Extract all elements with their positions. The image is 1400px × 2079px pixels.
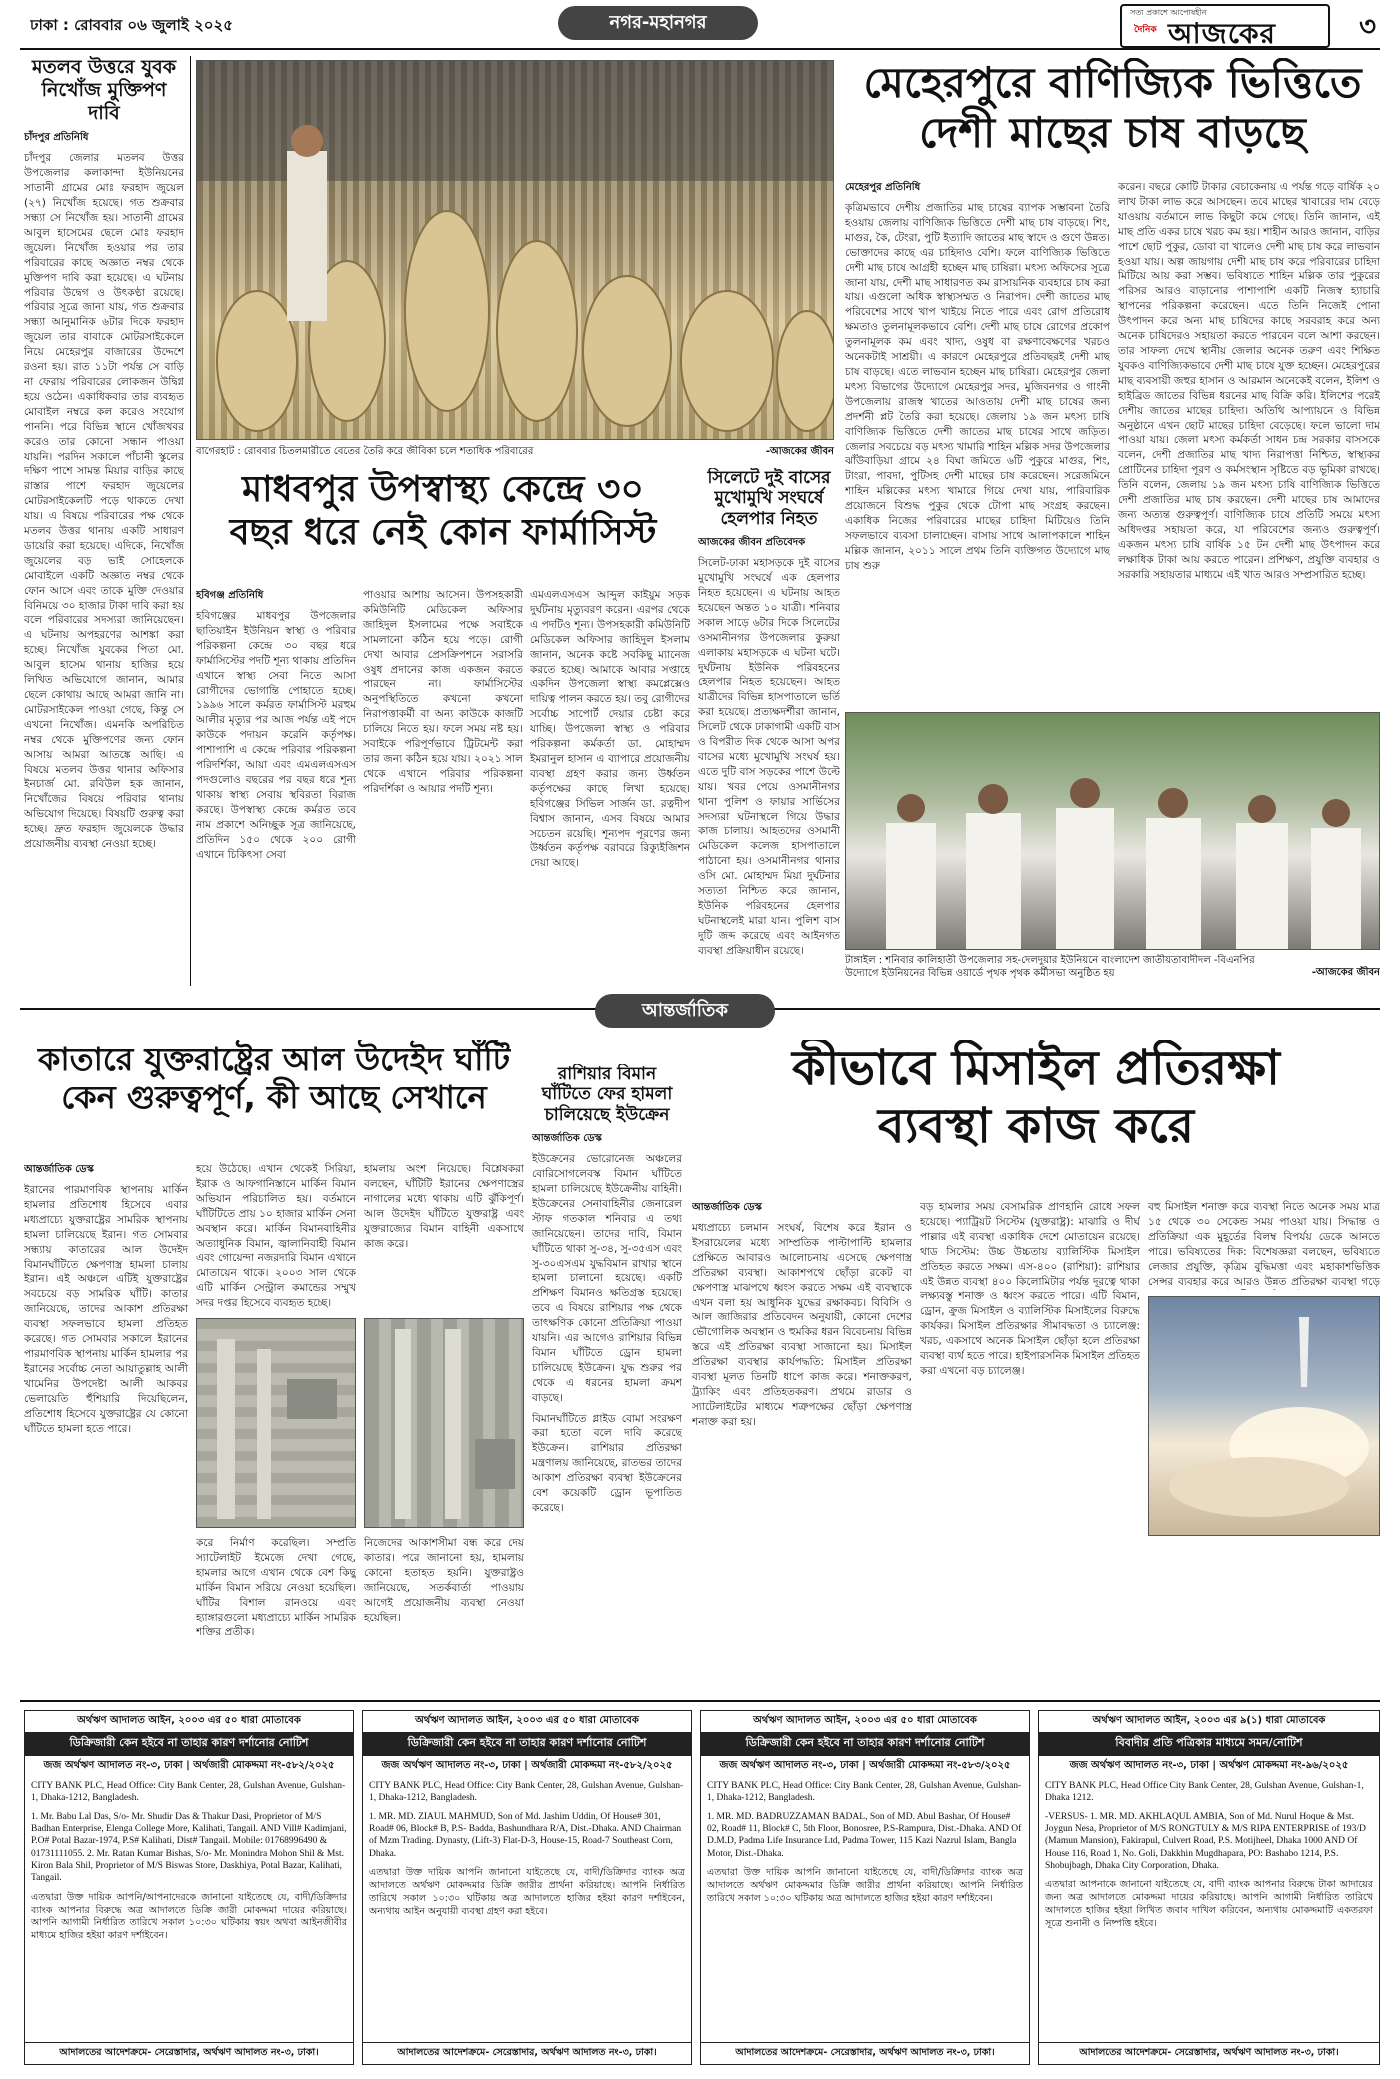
story-meherpur-headline bbox=[845, 58, 1380, 178]
byline: আন্তর্জাতিক ডেস্ক bbox=[24, 1164, 94, 1175]
photo-illustration bbox=[846, 713, 1380, 950]
headline: সিলেটে দুই বাসের মুখোমুখি সংঘর্ষে হেলপার নিহত bbox=[707, 468, 831, 529]
byline: হবিগঞ্জ প্রতিনিধি bbox=[196, 590, 264, 601]
photo-credit: -আজকের জীবন bbox=[1311, 967, 1380, 978]
notice-body: এতদ্বারা আপনাকে জানানো যাইতেছে যে, বাদী ব্যাংক আপনার বিরুদ্ধে টাকা আদায়ের জন্য অত্র আদালতে মোকদ্দমা দায়ের করিয়াছে। আপনি আগামী নির্ধারিত তারিখে আদালতে হাজির হইয়া লিখিত জবাব দাখিল করিবেন, অন্যথায় মোকদ্দমাটি একতরফা সূত্রে শুনানী ও নিষ্পত্তি হইবে। bbox=[1045, 1879, 1373, 1929]
photo-missile-launch bbox=[1148, 1296, 1380, 1536]
masthead bbox=[0, 0, 1400, 50]
story-missile-col-3 bbox=[1148, 1200, 1380, 1290]
article-body: করে নির্মাণ করেছিল। সম্প্রতি স্যাটেলাইট ইমেজে দেখা গেছে, হামলার আগে এখান থেকে বেশ কিছু মার্কিন বিমান সরিয়ে নেওয়া হয়েছিল। ঘাঁটির বিশাল রানওয়ে এবং হ্যাঙ্গারগুলো মধ্যপ্রাচ্যে মার্কিন সামরিক শক্তির প্রতীক। bbox=[196, 1537, 356, 1639]
headline-line-1: মাধবপুর উপস্বাস্থ্য কেন্দ্রে ৩০ bbox=[242, 469, 644, 510]
notice-bank: CITY BANK PLC, Head Office: City Bank Center, 28, Gulshan Avenue, Gulshan-1, Dhaka-1212, Bangladesh. bbox=[31, 1781, 346, 1804]
notice-body: এতদ্বারা উক্ত দায়িক আপনি জানানো যাইতেছে যে, বাদী/ডিক্রিদার ব্যাংক অত্র আদালতে অর্থঋণ মোকদ্দমার ডিক্রি জারীর প্রার্থনা করিয়াছে। আপনি নির্ধারিত তারিখে সকাল ১০:৩০ ঘটিকায় অত্র আদালতে হাজির হইয়া কারণ দর্শাইবেন, অন্যথায় আইন অনুযায়ী ব্যবস্থা গ্রহণ করা হইবে। bbox=[369, 1867, 685, 1917]
story-qatar-col-2 bbox=[196, 1162, 356, 1310]
headline-line-1: কাতারে যুক্তরাষ্ট্রের আল উদেইদ ঘাঁটি bbox=[37, 1040, 511, 1078]
story-madhabpur-col-2 bbox=[363, 588, 523, 986]
notice-parties: 1. Mr. Babu Lal Das, S/o- Mr. Shudir Das & Thakur Dasi, Proprietor of M/S Badhan Enterprise, Elenga College More, Kalihati, Tangail. AND Vill# Kadimjani, P.O# Potal Bazar-1974, P.S# Kalihati, Dist# Tangail. Mobile: 01768996490 & 01731111055. 2. Mr. Ratan Kumar Bishas, S/o- Mr. Monindra Mohon Shil & Mst. Kiron Bala Shil, Proprietor of M/S Biswas Store, Daskhiya, Potal Bazar, Kalihati, Tangail. bbox=[31, 1811, 347, 1884]
story-madhabpur-headline bbox=[196, 468, 690, 580]
story-sylhet bbox=[698, 468, 840, 986]
legal-notice-4 bbox=[1038, 1710, 1380, 2065]
notice-body: এতদ্বারা উক্ত দায়িক আপনি জানানো যাইতেছে যে, বাদী/ডিক্রিদার ব্যাংক অত্র আদালতে অর্থঋণ মোকদ্দমার ডিক্রি জারীর প্রার্থনা করিয়াছে। আপনি নির্ধারিত তারিখে সকাল ১০:৩০ ঘটিকায় অত্র আদালতে হাজির হইয়া কারণ দর্শাইবেন। bbox=[707, 1867, 1023, 1904]
notice-title: ডিক্রিজারী কেন হইবে না তাহার কারণ দর্শানোর নোটিশ bbox=[25, 1732, 353, 1756]
article-body: এমএলএসএস আব্দুল কাইয়ুম সড়ক দুর্ঘটনায় মৃত্যুবরণ করেন। এরপর থেকে এ পদটিও শূন্য। উপসহকারী কমিউনিটি মেডিকেল অফিসার জাহিদুল ইসলাম জানান, অনেক কষ্টে সবকিছু ম্যানেজ করতে হচ্ছে। আমাকে আবার সপ্তাহে একদিন উপজেলা স্বাস্থ্য কমপ্লেক্সেও দায়িত্ব পালন করতে হয়। তবু রোগীদের সর্বোচ্চ সাপোর্ট দেয়ার চেষ্টা করে যাচ্ছি। উপজেলা স্বাস্থ্য ও পরিবার পরিকল্পনা কর্মকর্তা ডা. মোহাম্মদ ইমরানুল হাসান এ ব্যাপারে প্রয়োজনীয় ব্যবস্থা গ্রহণ করার জন্য উর্ধ্বতন কর্তৃপক্ষের কাছে লিখা হয়েছে। হবিগঞ্জের সিভিল সার্জন ডা. রত্নদীপ বিশ্বাস জানান, এসব বিষয়ে আমার সচেতন রয়েছি। শূন্যপদ পূরণের জন্য উর্ধ্বতন কর্তৃপক্ষ বরাবরে রিক্যুইজিশন দেয়া আছে। bbox=[530, 589, 690, 870]
section-label: নগর-মহানগর bbox=[558, 6, 758, 40]
notice-footer: আদালতের আদেশক্রমে- সেরেস্তাদার, অর্থঋণ আদালত নং-৩, ঢাকা। bbox=[25, 2042, 353, 2064]
photo-credit: -আজকের জীবন bbox=[765, 446, 834, 457]
notice-law: অর্থঋণ আদালত আইন, ২০০৩ এর ৫০ ধারা মোতাবেক bbox=[753, 1715, 977, 1726]
headline-line-2: ব্যবস্থা কাজ করে bbox=[877, 1097, 1195, 1154]
byline: আন্তর্জাতিক ডেস্ক bbox=[692, 1202, 762, 1213]
notice-footer: আদালতের আদেশক্রমে- সেরেস্তাদার, অর্থঋণ আদালত নং-৩, ঢাকা। bbox=[1039, 2042, 1379, 2064]
notice-footer: আদালতের আদেশক্রমে- সেরেস্তাদার, অর্থঋণ আদালত নং-৩, ঢাকা। bbox=[701, 2042, 1029, 2064]
headline: রাশিয়ার বিমান ঘাঁটিতে ফের হামলা চালিয়েছে ইউক্রেন bbox=[541, 1064, 673, 1125]
photo-illustration bbox=[197, 61, 834, 440]
story-qatar-col-3 bbox=[364, 1162, 524, 1310]
article-body: করেন। বছরে কোটি টাকার বেচাকেনায় এ পর্যন্ত গড়ে বার্ষিক ২০ লাখ টাকা লাভ করে আসছেন। তবে মাছের খাবারের দাম বেড়ে যাওয়ায় বর্তমানে লাভ কিছুটা কমে গেছে। তিনি জানান, এই মাছ প্রতি একর চাষে খরচ কম হয়। শাহীন আরও জানান, বাড়ির পাশে ছোট পুকুর, ডোবা বা খালেও দেশী মাছ চাষ করে লাভবান হওয়া যায়। অল্প জায়গায় দেশী মাছ চাষ করে পরিবারের চাহিদা মিটিয়ে আয় করা সম্ভব। ভবিষ্যতে শাহিন মল্লিক তার পুকুরের পরিসর আরও বাড়ানোর পাশাপাশি একটি নিজস্ব হ্যাচারি স্থাপনের পরিকল্পনা করেছেন। এতে তিনি নিজেই পোনা উৎপাদন করে অন্য মাছ চাষিদের কাছে সরবরাহ করে অন্য অনেক চাষিদেরও সহায়তা করতে পারবেন বলে আশা করছেন। তার সাফল্য দেখে স্থানীয় জেলার অনেক তরুণ এবং শিক্ষিত যুবকও বাণিজ্যিকভাবে দেশী মাছ চাষে যুক্ত হচ্ছেন। মেহেরপুরের মাছ ব্যবসায়ী জহুর হাসান ও আরমান অনেকেই বলেন, ইলিশ ও হাইব্রিড জাতের বিভিন্ন ধরনের মাছ বিক্রি করি। ইলিশের পরেই দেশীয় জাতের মাছের চাহিদা। অতিথি আপ্যায়নে ও বিভিন্ন অনুষ্ঠানে এখন ছোট মাছের চাহিদা বেড়েছে। ফলে ভালো দাম পাওয়া যায়। জেলা মৎস্য কর্মকর্তা সাধন চন্দ্র সরকার বাসসকে বলেন, দেশী প্রজাতির মাছ খাদ্য নিরাপত্তা নিশ্চিত, স্বাস্থ্যকর প্রোটিনের চাহিদা পূরণ ও কর্মসংস্থান সৃষ্টিতে বড় ভূমিকা রাখছে। তিনি বলেন, জেলায় ১৯ জন মৎস্য চাষি বাণিজ্যিক ভিত্তিতে দেশী প্রজাতির মাছ চাষ করছেন। দেশী মাছের চাষ আমাদের জন্য অত্যন্ত গুরুত্বপূর্ণ। বাণিজ্যিক চাষে প্রতিটি সময়ে মৎস্য অধিদপ্তর সহায়তা করে, যা পরিবেশের জন্যও গুরুত্বপূর্ণ। একজন মৎস্য চাষি বার্ষিক ১৫ টন দেশী মাছ উৎপাদন করে লক্ষাধিক টাকা আয় করতে পারেন। প্রশিক্ষণ, প্রযুক্তি ব্যবহার ও সরকারি সহায়তার মাধ্যমে এই খাত আরও সম্প্রসারিত হচ্ছে। bbox=[1118, 181, 1380, 581]
notice-law: অর্থঋণ আদালত আইন, ২০০৩ এর ৫০ ধারা মোতাবেক bbox=[77, 1715, 301, 1726]
byline: মেহেরপুর প্রতিনিধি bbox=[845, 182, 921, 193]
article-body: ইরানের পারমাণবিক স্থাপনায় মার্কিন হামলার প্রতিশোধ হিসেবে এবার মধ্যপ্রাচ্যে যুক্তরাষ্ট্রের সামরিক স্থাপনায় হামলা চালিয়েছে ইরান। গত সোমবার সন্ধ্যায় কাতারের আল উদেইদ বিমানঘাঁটিতে ক্ষেপণাস্ত্র হামলা চালায় ইরান। এই অঞ্চলে এটিই যুক্তরাষ্ট্রের সবচেয়ে বড় সামরিক ঘাঁটি। কাতার জানিয়েছে, তাদের আকাশ প্রতিরক্ষা ব্যবস্থা সফলভাবে হামলা প্রতিহত করেছে। গত সোমবার সকালে ইরানের পারমাণবিক স্থাপনায় মার্কিন হামলার পর ইরানের সর্বোচ্চ নেতা আয়াতুল্লাহ আলী খামেনির উপদেষ্টা আলী আকবর ভেলায়েতি হুঁশিয়ারি দিয়েছিলেন, প্রতিশোধ হিসেবে যুক্তরাষ্ট্রের যে কোনো ঘাঁটিতে হামলা হতে পারে। bbox=[24, 1184, 188, 1435]
article-body: পাওয়ার আশায় আসেন। উপসহকারী কমিউনিটি মেডিকেল অফিসার জাহিদুল ইসলামের পক্ষে সবাইকে সামলানো কঠিন হয়ে পড়ে। রোগী দেখা আবার প্রেসক্রিপশনে সরাসরি ওষুধ প্রদানের কাজ একজন করতে পারছেন না। ফার্মাসিস্টের অনুপস্থিতিতে কখনো কখনো নিরাপত্তাকর্মী বা অন্য কাউকে কাজটি চালিয়ে নিতে হয়। ফলে সময় নষ্ট হয়। সবাইকে পরিপূর্ণভাবে ট্রিটমেন্ট করা তার জন্য কঠিন হয়ে যায়। ২০২১ সাল থেকে এখানে পরিবার পরিকল্পনা পরিদর্শিকা ও আয়ার পদটি শূন্য। bbox=[363, 589, 523, 795]
notice-footer: আদালতের আদেশক্রমে- সেরেস্তাদার, অর্থঋণ আদালত নং-৩, ঢাকা। bbox=[363, 2042, 691, 2064]
article-body: হামলায় অংশ নিয়েছে। বিশ্লেষকরা বলছেন, ঘাঁটিটি ইরানের ক্ষেপণাস্ত্রের নাগালের মধ্যে থাকায় এটি ঝুঁকিপূর্ণ। আল উদেইদ ঘাঁটিতে যুক্তরাষ্ট্র এবং যুক্তরাজ্যের বিমান বাহিনী একসাথে কাজ করে। bbox=[364, 1163, 524, 1250]
header-rule bbox=[20, 48, 1380, 50]
notice-parties: 1. MR. MD. ZIAUL MAHMUD, Son of Md. Jashim Uddin, Of House# 301, Road# 06, Block# B, P.S- Badda, Bashundhara R/A, Dist.-Dhaka. AND Chairman of Mzm Trading. Dynasty, (Lift-3) Flat-D-3, House-15, Road-7 Southeast Corn, Dhaka. bbox=[369, 1811, 682, 1859]
article-body: কৃত্রিমভাবে দেশীয় প্রজাতির মাছ চাষের ব্যাপক সম্ভাবনা তৈরি হওয়ায় জেলায় বাণিজ্যিক ভিত্তিতে দেশী মাছ চাষ বাড়ছে। শিং, মাগুর, কৈ, টেংরা, পুটি ইত্যাদি জাতের মাছ স্বাদে ও গুণে উন্নত। ভোক্তাদের কাছে এর চাহিদাও বেশি। ফলে বাণিজ্যিক ভিত্তিতে দেশী মাছ চাষে আগ্রহী হচ্ছেন মাছ চাষিরা। মৎস্য অফিসের সূত্রে জানা যায়, দেশী মাছ সাধারণত কম রাসায়নিক ব্যবহারে চাষ করা যায়। এগুলো অধিক স্বাস্থ্যসম্মত ও নিরাপদ। দেশী জাতের মাছ পরিবেশের সাথে খাপ খাইয়ে নিতে পারে এবং রোগ প্রতিরোধ ক্ষমতাও তুলনামূলকভাবে বেশি। দেশী মাছ চাষে রোগের প্রকোপ তুলনামূলক কম এবং খাদ্য, ওষুধ বা রক্ষণাবেক্ষণের খরচও অনেকটাই সাশ্রয়ী। এ কারণে মেহেরপুরে প্রতিবছরই দেশী মাছ চাষ বাড়ছে। এতে লাভবান হচ্ছেন মাছ চাষিরা। মেহেরপুর জেলা মৎস্য বিভাগের উদ্যোগে মেহেরপুর সদর, মুজিবনগর ও গাংনী উপজেলায় রাজস্ব খাতের আওতায় দেশী মাছ চাষের জন্য প্রদর্শনী প্লট তৈরি করা হয়েছে। জেলায় ১৯ জন মৎস্য চাষি বাণিজ্যিক ভিত্তিতে দেশী জাতের মাছ চাষের সাথে জড়িত। জেলার সবচেয়ে বড় মৎস্য খামারি শাহিন মল্লিক সদর উপজেলার ঝাঁউবাড়িয়া গ্রামে ২৪ বিঘা জমিতে ৬টি পুকুরে মাগুর, শিং, টাংরা, পাবদা, পুটিসহ দেশী মাছের চাষ করেছেন। সরেজমিনে শাহিন মল্লিকের মৎস্য খামারে গিয়ে দেখা যায়, পারিবারিক প্রয়োজনে বিশুদ্ধ পুকুর থেকে টোপা মাছ সংগ্রহ করছেন। একাধিক নিজের পরিবারের মাছের চাহিদা মিটিয়েও তিনি সফলভাবে ব্যবসা চালাচ্ছেন। বাসায় সাথে আলাপকালে শাহিন মল্লিক জানান, ২০১১ সালে প্রথম তিনি ব্যক্তিগত উদ্যোগে মাছ চাষ শুরু bbox=[845, 202, 1110, 572]
headline-line-2: কেন গুরুত্বপূর্ণ, কী আছে সেখানে bbox=[61, 1078, 487, 1117]
article-body: মধ্যপ্রাচ্যে চলমান সংঘর্ষ, বিশেষ করে ইরান ও ইসরায়েলের মধ্যে সাম্প্রতিক পাল্টাপাল্টি হামলার প্রেক্ষিতে আবারও আলোচনায় এসেছে ক্ষেপণাস্ত্র প্রতিরক্ষা ব্যবস্থা। আকাশপথে ছোঁড়া রকেট বা ক্ষেপণাস্ত্র মাঝপথে ধ্বংস করতে সক্ষম এই ব্যবস্থাকে এখন বলা হয় আধুনিক যুদ্ধের রক্ষাকবচ। বিবিসি ও আল জাজিরার প্রতিবেদন অনুযায়ী, কোনো দেশের ভৌগোলিক অবস্থান ও হুমকির ধরন বিবেচনায় বিভিন্ন স্তরে এই প্রতিরক্ষা ব্যবস্থা সাজানো হয়। মিসাইল প্রতিরক্ষা ব্যবস্থার কার্যপদ্ধতি: মিসাইল প্রতিরক্ষা ব্যবস্থা মূলত তিনটি ধাপে কাজ করে। শনাক্তকরণ, ট্র্যাকিং এবং প্রতিহতকরণ। প্রথমে রাডার ও স্যাটেলাইটের মাধ্যমে শত্রুপক্ষের ছোঁড়া ক্ষেপণাস্ত্র শনাক্ত করা হয়। bbox=[692, 1222, 912, 1428]
article-body: হবিগঞ্জের মাধবপুর উপজেলার ছাতিয়াইন ইউনিয়ন স্বাস্থ্য ও পরিবার পরিকল্পনা কেন্দ্রে ৩০ বছর ধরে ফার্মাসিস্টের পদটি শূন্য থাকায় প্রতিদিন এখানে স্বাস্থ্য সেবা নিতে আসা রোগীদের ভোগান্তি পোহাতে হচ্ছে। ১৯৯৬ সালে কর্মরত ফার্মাসিস্ট মরহুম আলীর মৃত্যুর পর আজ পর্যন্ত এই পদে কাউকে পদায়ন করেনি কর্তৃপক্ষ। পাশাপাশি এ কেন্দ্রে পরিবার পরিকল্পনা পরিদর্শিকা, আয়া এবং এমএলএসএস পদগুলোও বছরের পর বছর ধরে শূন্য থাকায় স্বাস্থ্য সেবায় স্থবিরতা বিরাজ করছে। উপস্বাস্থ্য কেন্দ্রে কর্মরত তবে নাম প্রকাশে অনিচ্ছুক সূত্র জানিয়েছে, প্রতিদিন ১৫০ থেকে ২০০ রোগী এখানে চিকিৎসা সেবা bbox=[196, 610, 356, 861]
article-body: নিজেদের আকাশসীমা বন্ধ করে দেয় কাতার। পরে জানানো হয়, হামলায় কোনো হতাহত হয়নি। যুক্তরাষ্ট্রও জানিয়েছে, সতর্কবার্তা পাওয়ায় আগেই প্রয়োজনীয় ব্যবস্থা নেওয়া হয়েছিল। bbox=[364, 1537, 524, 1624]
notice-title: ডিক্রিজারী কেন হইবে না তাহার কারণ দর্শানোর নোটিশ bbox=[363, 1732, 691, 1756]
headline-line-2: বছর ধরে নেই কোন ফার্মাসিস্ট bbox=[229, 512, 657, 554]
notice-parties: 1. MR. MD. BADRUZZAMAN BADAL, Son of MD. Abul Bashar, Of House# 02, Road# 11, Block# C, 5th Floor, Bonosree, P.S-Rampura, Dist.-Dhaka. AND Of D.M.D, Padma Life Insurance Ltd, Padma Tower, 115 Kazi Nazrul Islam, Bangla Motor, Dist.-Dhaka. bbox=[707, 1811, 1022, 1859]
story-missile-headline bbox=[692, 1040, 1380, 1190]
photo-caption: টাঙ্গাইল : শনিবার কালিহাতী উপজেলার সহ-দেলদুয়ার ইউনিয়নে বাংলাদেশ জাতীয়তাবাদীদল -বিএনপির উদ্যোগে ইউনিয়নের বিভিন্ন ওয়ার্ডে পৃথক পৃথক কর্মীসভা অনুষ্ঠিত হয় bbox=[845, 955, 1255, 979]
story-matlab bbox=[24, 56, 184, 986]
page-number: ৩ bbox=[1359, 12, 1376, 42]
notice-parties: -VERSUS- 1. MR. MD. AKHLAQUL AMBIA, Son of Md. Nurul Hoque & Mst. Joygun Nesa, Proprietor of M/S RONGTULY & M/S RIPA ENTERPRISE of 193/D (Mamun Mansion), Fakirapul, Culvert Road, P.S. Motijheel, Dhaka 1000 AND Of House 116, Road 1, No. Goli, Dakkhin Mugdhapara, PO: Bashabo 1214, P.S. Shobujbagh, Dhaka City Corporation, Dhaka. bbox=[1045, 1811, 1366, 1872]
headline-line-1: মেহেরপুরে বাণিজ্যিক ভিত্তিতে bbox=[863, 58, 1362, 107]
photo-basket-weavers bbox=[196, 60, 834, 440]
story-madhabpur-col-3 bbox=[530, 588, 690, 986]
notice-court: জজ অর্থঋণ আদালত নং-৩, ঢাকা | অর্থঋণ মোকদ্দমা নং-৯৬/২০২৫ bbox=[1069, 1760, 1349, 1771]
story-missile-col-1 bbox=[692, 1200, 912, 1690]
byline: আজকের জীবন প্রতিবেদক bbox=[698, 537, 806, 549]
article-body: হয়ে উঠেছে। এখান থেকেই সিরিয়া, ইরাক ও আফগানিস্তানে মার্কিন বিমান অভিযান পরিচালিত হয়। বর্তমানে ঘাঁটিটিতে প্রায় ১০ হাজার মার্কিন সেনা অবস্থান করে। মার্কিন বিমানবাহিনীর অত্যাধুনিক বিমান, জ্বালানিবাহী বিমান এবং গোয়েন্দা নজরদারি বিমান এখানে মোতায়েন থাকে। ২০০৩ সাল থেকে এটি মার্কিন সেন্ট্রাল কমান্ডের সম্মুখ সদর দপ্তর হিসেবে ব্যবহৃত হচ্ছে। bbox=[196, 1163, 356, 1310]
legal-notice-1 bbox=[24, 1710, 354, 2065]
section-label-international: আন্তর্জাতিক bbox=[595, 994, 775, 1028]
headline-line-2: দেশী মাছের চাষ বাড়ছে bbox=[919, 108, 1306, 158]
article-body: ইউক্রেনের ভোরোনেজ অঞ্চলের বোরিসোগলেবস্ক বিমান ঘাঁটিতে হামলা চালিয়েছে ইউক্রেনীয় বাহিনী। ইউক্রেনের সেনাবাহিনীর জেনারেল স্টাফ গতকাল শনিবার এ তথ্য জানিয়েছেন। তাদের দাবি, বিমান ঘাঁটিতে থাকা সু-৩৪, সু-৩৫এস এবং সু-৩০এসএম যুদ্ধবিমান রাখার স্থানে হামলা চালানো হয়েছে। একটি প্রশিক্ষণ বিমানও ক্ষতিগ্রস্ত হয়েছে। তবে এ বিষয়ে রাশিয়ার পক্ষ থেকে তাৎক্ষণিক কোনো প্রতিক্রিয়া পাওয়া যায়নি। এর আগেও রাশিয়ার বিভিন্ন বিমান ঘাঁটিতে ড্রোন হামলা চালিয়েছে ইউক্রেন। যুদ্ধ শুরুর পর থেকে এ ধরনের হামলা ক্রমশ বাড়ছে। bbox=[532, 1153, 682, 1404]
issue-date: ঢাকা : রোববার ০৬ জুলাই ২০২৫ bbox=[30, 16, 234, 34]
notice-law: অর্থঋণ আদালত আইন, ২০০৩ এর ৯(১) ধারা মোতাবেক bbox=[1092, 1715, 1326, 1726]
article-body: সিলেট-ঢাকা মহাসড়কে দুই বাসের মুখোমুখি সংঘর্ষে এক হেলপার নিহত হয়েছেন। এ ঘটনায় আহত হয়েছেন অন্তত ১০ যাত্রী। শনিবার সকাল সাড়ে ৬টার দিকে সিলেটের ওসমানীনগর উপজেলার কুরুয়া এলাকায় মহাসড়কে এ ঘটনা ঘটে। দুর্ঘটনায় ইউনিক পরিবহনের হেলপার নিহত হয়েছেন। আহত যাত্রীদের বিভিন্ন হাসপাতালে ভর্তি করা হয়েছে। প্রত্যক্ষদর্শীরা জানান, সিলেট থেকে ঢাকাগামী একটি বাস ও বিপরীত দিক থেকে আসা অপর বাসের মধ্যে মুখোমুখি সংঘর্ষ হয়। এতে দুটি বাস সড়কের পাশে উল্টে যায়। খবর পেয়ে ওসমানীনগর থানা পুলিশ ও ফায়ার সার্ভিসের সদস্যরা ঘটনাস্থলে গিয়ে উদ্ধার কাজ চালায়। আহতদের ওসমানী মেডিকেল কলেজ হাসপাতালে পাঠানো হয়। ওসমানীনগর থানার ওসি মো. মোহাম্মদ মিয়া দুর্ঘটনার সত্যতা নিশ্চিত করে জানান, ইউনিক পরিবহনের হেলপার ঘটনাস্থলেই মারা যান। পুলিশ বাস দুটি জব্দ করেছে এবং আইনগত ব্যবস্থা প্রক্রিয়াধীন রয়েছে। bbox=[698, 557, 840, 957]
story-qatar-headline bbox=[24, 1040, 524, 1150]
story-qatar-col-1 bbox=[24, 1162, 188, 1690]
story-russia bbox=[532, 1064, 682, 1690]
article-body: চাঁদপুর জেলার মতলব উত্তর উপজেলার কলাকান্দা ইউনিয়নের সাতানী গ্রামের মোঃ ফরহাদ জুয়েল (২৭) নিখোঁজ হয়েছে। গত শুক্রবার সন্ধ্যা সে নিখোঁজ হয়। সাতানী গ্রামের আবুল হাসেমের ছেলে মোঃ ফরহাদ জুয়েল। নিখোঁজ হওয়ার পর তার পরিবারের কাছে অজ্ঞাত নম্বর থেকে মুক্তিপণ দাবি করা হয়েছে। এ ঘটনায় পরিবার উদ্বেগ ও উৎকণ্ঠা রয়েছে। পরিবার সূত্রে জানা যায়, গত শুক্রবার সন্ধ্যা আনুমানিক ৬টার দিকে ফরহাদ জুয়েল তার বাবাকে মোটরসাইকেলে নিয়ে মেহেরপুর বাজারের উদ্দেশে রওনা হয়। রাত ১১টা পর্যন্ত সে বাড়ি না ফেরায় পরিবারের লোকজন উদ্বিগ্ন হয়ে ওঠেন। একাধিকবার তার ব্যবহৃত মোবাইল নম্বরে কল করেও সংযোগ পাননি। পরে বিভিন্ন স্থানে খোঁজখবর করেও তার কোনো সন্ধান পাওয়া যায়নি। পরদিন সকালে পাঁচানী স্কুলের দক্ষিণ পাশে সামন্ত মিয়ার বাড়ির কাছে রাস্তার পাশে ফরহাদ জুয়েলের মোটরসাইকেলটি পড়ে থাকতে দেখা যায়। এ বিষয়ে পরিবারের পক্ষ থেকে মতলব উত্তর থানায় একটি সাধারণ ডায়েরি করা হয়েছে। এদিকে, নিখোঁজ জুয়েলের বড় ভাই সোহেলকে মোবাইলে একটি অজ্ঞাত নম্বর থেকে ফোন আসে এবং তাকে মুক্তি দেওয়ার বিনিময়ে ৩০ হাজার টাকা দাবি করা হয় বলে পরিবারের সদস্যরা জানিয়েছেন। এ ঘটনায় অপহরণের আশঙ্কা করা হচ্ছে। নিখোঁজ যুবকের পিতা মো. আবুল হাসেম থানায় হাজির হয়ে লিখিত অভিযোগে জানান, আমার ছেলে কোথায় আছে আমরা জানি না। মোটরসাইকেল পাওয়া গেছে, কিন্তু সে এখনো নিখোঁজ। এমনকি অপরিচিত নম্বর থেকে মুক্তিপণের জন্য ফোন আসায় আমরা আতঙ্কে আছি। এ বিষয়ে মতলব উত্তর থানার অফিসার ইনচার্জ মো. রবিউল হক জানান, নিখোঁজের বিষয়ে পরিবার থানায় অভিযোগ দিয়েছে। বিষয়টি গুরুত্ব করা হচ্ছে। দ্রুত ফরহাদ জুয়েলকে উদ্ধার প্রয়োজনীয় ব্যবস্থা নেওয়া হচ্ছে। bbox=[24, 152, 184, 851]
photo-tangail-rally bbox=[845, 712, 1380, 950]
notice-bank: CITY BANK PLC, Head Office City Bank Center, 28, Gulshan Avenue, Gulshan-1, Dhaka 1212. bbox=[1045, 1781, 1364, 1804]
byline: আন্তর্জাতিক ডেস্ক bbox=[532, 1133, 602, 1145]
photo-caption: বাগেরহাট : রোববার চিতলমারীতে বেতের তৈরি করে জীবিকা চলে শতাধিক পরিবারের bbox=[196, 446, 534, 457]
article-body-continued: বিমানঘাঁটিতে গ্লাইড বোমা সংরক্ষণ করা হতো বলে দাবি করেছে ইউক্রেন। রাশিয়ার প্রতিরক্ষা মন্ত্রণালয় জানিয়েছে, রাতভর তাদের আকাশ প্রতিরক্ষা ব্যবস্থা ইউক্রেনের বেশ কয়েকটি ড্রোন ভূপাতিত করেছে। bbox=[532, 1412, 682, 1515]
logo-tagline: সত্য প্রকাশে আপোষহীন bbox=[1130, 8, 1207, 17]
notice-law: অর্থঋণ আদালত আইন, ২০০৩ এর ৫০ ধারা মোতাবেক bbox=[415, 1715, 639, 1726]
legal-notice-3 bbox=[700, 1710, 1030, 2065]
notice-court: জজ অর্থঋণ আদালত নং-৩, ঢাকা | অর্থজারী মোকদ্দমা নং-৫৮২/২০২৫ bbox=[43, 1760, 335, 1771]
story-missile-col-2 bbox=[920, 1200, 1140, 1690]
notice-body: এতদ্বারা উক্ত দায়িক আপনি/আপনাদেরকে জানানো যাইতেছে যে, বাদী/ডিক্রিদার ব্যাংক আপনার বিরুদ্ধে অত্র আদালতে ডিক্রি জারী মোকদ্দমা দায়ের করিয়াছে। আপনি আগামী নির্ধারিত তারিখে সকাল ১০:৩০ ঘটিকায় স্বয়ং অথবা আইনজীবীর মাধ্যমে হাজির হইয়া কারণ দর্শাইবেন। bbox=[31, 1891, 347, 1942]
logo-daily: দৈনিক bbox=[1134, 25, 1157, 35]
notice-title: বিবাদীর প্রতি পত্রিকার মাধ্যমে সমন/নোটিশ bbox=[1039, 1732, 1379, 1756]
article-body: বড় হামলার সময় বেসামরিক প্রাণহানি রোধে সফল হয়েছে। প্যাট্রিয়ট সিস্টেম (যুক্তরাষ্ট্র): মাঝারি ও দীর্ঘ পাল্লার এই ব্যবস্থা একাধিক দেশে মোতায়েন রয়েছে। থাড সিস্টেম: উচ্চ উচ্চতায় ব্যালিস্টিক মিসাইল প্রতিহত করতে সক্ষম। এস-৪০০ (রাশিয়া): রাশিয়ার এই উন্নত ব্যবস্থা ৪০০ কিলোমিটার পর্যন্ত দূরত্বে থাকা লক্ষ্যবস্তু শনাক্ত ও ধ্বংস করতে পারে। এটি বিমান, ড্রোন, ক্রুজ মিসাইল ও ব্যালিস্টিক মিসাইলের বিরুদ্ধে কার্যকর। মিসাইল প্রতিরক্ষার সীমাবদ্ধতা ও চ্যালেঞ্জ: খরচ, একসাথে অনেক মিসাইল ছোঁড়া হলে প্রতিরক্ষা ব্যবস্থা ব্যর্থ হতে পারে। হাইপারসনিক মিসাইল প্রতিহত করা এখনো বড় চ্যালেঞ্জ। bbox=[920, 1201, 1140, 1377]
headline: মতলব উত্তরে যুবক নিখোঁজ মুক্তিপণ দাবি bbox=[31, 56, 177, 124]
notice-court: জজ অর্থঋণ আদালত নং-৩, ঢাকা | অর্থজারী মোকদ্দমা নং-৫৮২/২০২৫ bbox=[381, 1760, 673, 1771]
headline-line-1: কীভাবে মিসাইল প্রতিরক্ষা bbox=[792, 1040, 1280, 1096]
logo-text: আজকের bbox=[1168, 17, 1276, 48]
article-body: বহু মিসাইল শনাক্ত করে ব্যবস্থা নিতে অনেক সময় মাত্র ১৫ থেকে ৩০ সেকেন্ড সময় পাওয়া যায়। সিদ্ধান্ত ও প্রতিক্রিয়া এক মুহূর্তের বিলম্ব বিপর্যয় ডেকে আনতে পারে। ভবিষ্যতের দিক: বিশেষজ্ঞরা বলছেন, ভবিষ্যতে লেজার প্রযুক্তি, কৃত্রিম বুদ্ধিমত্তা এবং মহাকাশভিত্তিক সেন্সর ব্যবহার করে আরও উন্নত প্রতিরক্ষা ব্যবস্থা গড়ে bbox=[1148, 1201, 1380, 1288]
newspaper-logo bbox=[1120, 4, 1330, 48]
legal-notice-2 bbox=[362, 1710, 692, 2065]
notice-title: ডিক্রিজারী কেন হইবে না তাহার কারণ দর্শানোর নোটিশ bbox=[701, 1732, 1029, 1756]
byline: চাঁদপুর প্রতিনিধি bbox=[24, 132, 89, 144]
story-qatar-lower-col-2 bbox=[364, 1536, 524, 1690]
story-qatar-lower-col-1 bbox=[196, 1536, 356, 1690]
notice-bank: CITY BANK PLC, Head Office: City Bank Center, 28, Gulshan Avenue, Gulshan-1, Dhaka-1212, Bangladesh. bbox=[369, 1781, 684, 1804]
story-madhabpur-col-1 bbox=[196, 588, 356, 986]
notice-bank: CITY BANK PLC, Head Office: City Bank Center, 28, Gulshan Avenue, Gulshan-1, Dhaka-1212, Bangladesh. bbox=[707, 1781, 1022, 1804]
satellite-image-1 bbox=[196, 1318, 356, 1528]
satellite-image-2 bbox=[364, 1318, 524, 1528]
notice-court: জজ অর্থঋণ আদালত নং-৩, ঢাকা | অর্থজারী মোকদ্দমা নং-৫৮৩/২০২৫ bbox=[719, 1760, 1011, 1771]
